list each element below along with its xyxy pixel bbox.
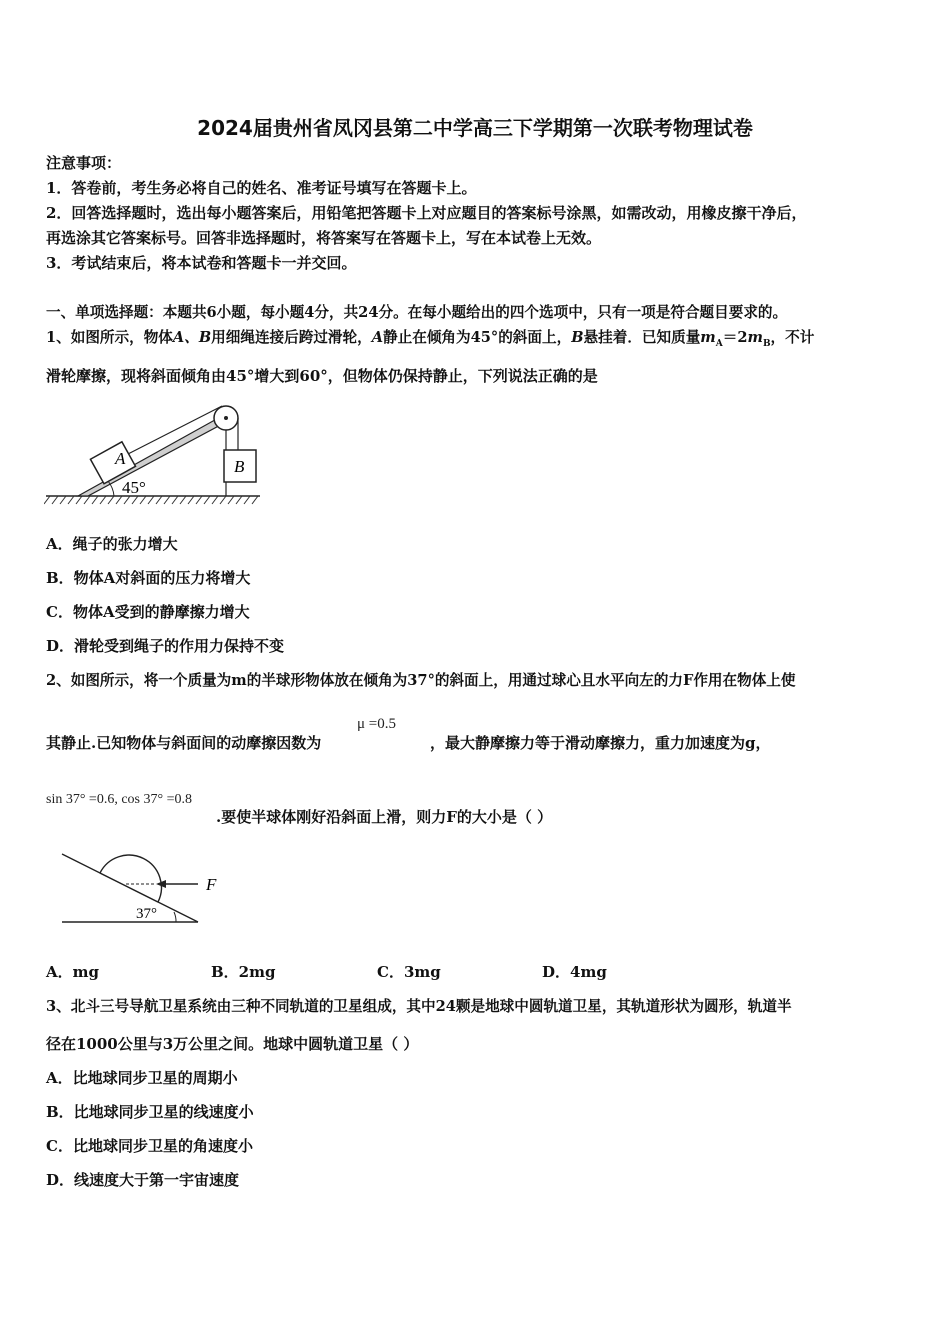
q2-stem-line2b: ，最大静摩擦力等于滑动摩擦力，重力加速度为g， [430, 734, 771, 752]
q2-stem-line1: 2、如图所示，将一个质量为m的半球形物体放在倾角为37°的斜面上，用通过球心且水平向左的力F作用在物体上使 [46, 672, 796, 689]
q1-fig-angle: 45° [122, 478, 146, 497]
q3-stem-line1: 3、北斗三号导航卫星系统由三种不同轨道的卫星组成，其中24颗是地球中圆轨道卫星，其轨道形状为圆形，轨道半 [46, 998, 792, 1015]
q2-stem-line3: .要使半球体刚好沿斜面上滑，则力F的大小是（ ） [216, 808, 553, 826]
q1-stem-line2: 滑轮摩擦，现将斜面倾角由45°增大到60°，但物体仍保持静止，下列说法正确的是 [46, 367, 598, 385]
q2-option-a: A．mg [46, 963, 99, 981]
q2-stem-line2a: 其静止.已知物体与斜面间的动摩擦因数为 [46, 734, 322, 752]
q1-fig-label-b: B [234, 457, 245, 476]
q3-option-c: C．比地球同步卫星的角速度小 [46, 1137, 253, 1155]
section-heading: 一、单项选择题：本题共6小题，每小题4分，共24分。在每小题给出的四个选项中，只有一项是符合题目要求的。 [46, 304, 788, 321]
q3-option-a: A．比地球同步卫星的周期小 [46, 1069, 238, 1087]
q1-option-b: B．物体A对斜面的压力将增大 [46, 569, 251, 587]
q2-fig-force-label: F [206, 875, 217, 894]
q2-trig-formula: sin 37° =0.6, cos 37° =0.8 [46, 792, 192, 807]
q1-stem-line1: 1、如图所示，物体A、B用细绳连接后跨过滑轮，A静止在倾角为45°的斜面上，B悬挂着．已知质量$m_A=2m_B$，不计 [46, 329, 815, 349]
q1-option-d: D．滑轮受到绳子的作用力保持不变 [46, 637, 285, 655]
notice-item-3: 3．考试结束后，将本试卷和答题卡一并交回。 [46, 254, 357, 272]
q3-option-d: D．线速度大于第一宇宙速度 [46, 1171, 240, 1189]
q1-figure [44, 398, 264, 510]
q1-option-a: A．绳子的张力增大 [46, 535, 178, 553]
page-title: 2024届贵州省凤冈县第二中学高三下学期第一次联考物理试卷 [197, 116, 753, 140]
q2-figure [58, 846, 228, 928]
q3-option-b: B．比地球同步卫星的线速度小 [46, 1103, 254, 1121]
q3-stem-line2: 径在1000公里与3万公里之间。地球中圆轨道卫星（ ） [46, 1035, 419, 1053]
notice-item-2-cont: 再选涂其它答案标号。回答非选择题时，将答案写在答题卡上，写在本试卷上无效。 [46, 229, 602, 247]
q2-option-c: C．3mg [377, 963, 441, 981]
notice-heading: 注意事项： [46, 154, 122, 172]
notice-item-1: 1．答卷前，考生务必将自己的姓名、准考证号填写在答题卡上。 [46, 179, 477, 197]
q2-mu-formula: μ =0.5 [357, 716, 397, 732]
q1-fig-label-a: A [115, 449, 126, 468]
q2-fig-angle: 37° [136, 906, 157, 922]
notice-item-2: 2．回答选择题时，选出每小题答案后，用铅笔把答题卡上对应题目的答案标号涂黑，如需改动，用橡皮擦干净后， [46, 204, 807, 222]
q2-option-d: D．4mg [542, 963, 607, 981]
q2-option-b: B．2mg [211, 963, 276, 981]
q1-option-c: C．物体A受到的静摩擦力增大 [46, 603, 250, 621]
